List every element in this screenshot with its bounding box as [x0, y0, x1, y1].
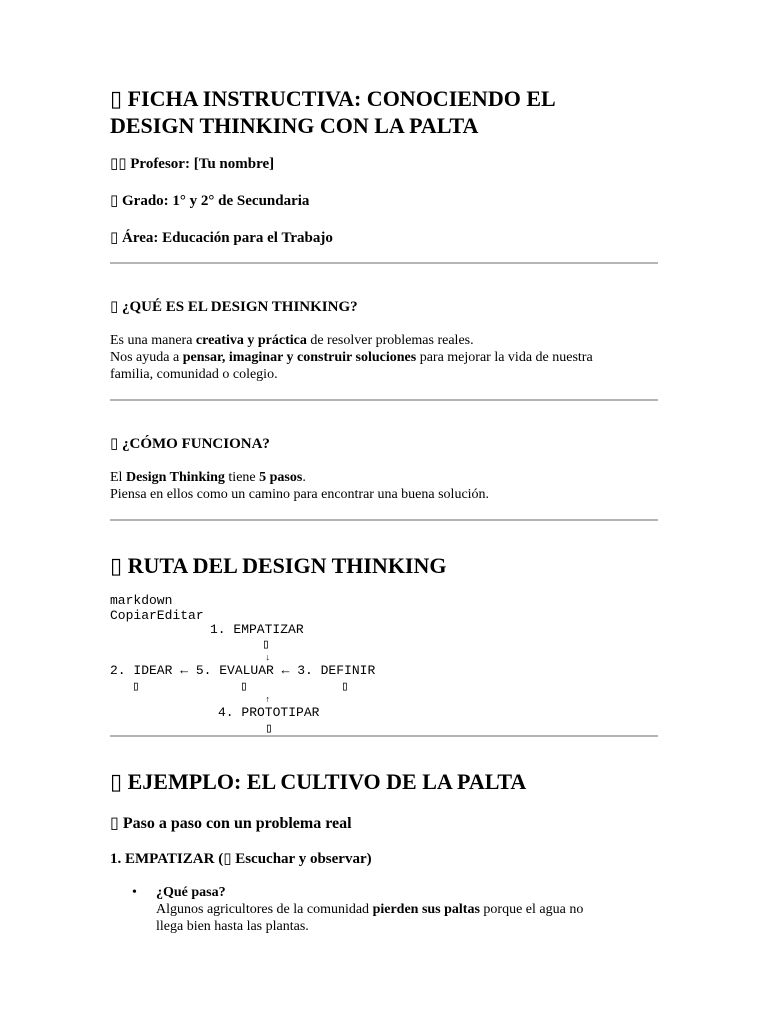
step-glyph: ▯ [341, 679, 349, 694]
area-icon: ▯ [110, 228, 119, 246]
step-prototipar: 4. PROTOTIPAR [218, 705, 320, 720]
avocado-icon: ▯ [110, 770, 123, 795]
title-line-1: FICHA INSTRUCTIVA: CONOCIENDO EL [127, 86, 556, 111]
section-what-heading [110, 297, 358, 317]
bold-span: pierden sus paltas [372, 902, 480, 917]
text-span: Es una manera [110, 333, 196, 348]
grade-text: Grado: 1° y 2° de Secundaria [122, 193, 310, 209]
divider [110, 519, 658, 521]
lightbulb-icon: ▯ [110, 297, 119, 315]
text-span: para mejorar la vida de nuestra [416, 350, 593, 365]
question-label: ¿Qué pasa? [156, 885, 226, 900]
grade-icon: ▯ [110, 191, 119, 209]
route-icon: ▯ [110, 554, 123, 579]
text-span: El [110, 470, 126, 485]
bold-span: pensar, imaginar y construir soluciones [182, 350, 417, 365]
arrow-up: ↑ [265, 695, 271, 705]
text-line: familia, comunidad o colegio. [110, 367, 278, 382]
title-line-2: DESIGN THINKING CON LA PALTA [110, 113, 479, 138]
steps-icon: ▯ [110, 813, 119, 832]
divider [110, 735, 658, 737]
teacher-line [110, 154, 274, 174]
step-empatizar: 1. EMPATIZAR [210, 622, 304, 637]
section-example-heading [110, 769, 526, 796]
how-paragraph [110, 469, 658, 503]
code-language-label: markdown [110, 593, 173, 608]
step-glyph: ▯ [132, 679, 140, 694]
step-glyph: ▯ [262, 637, 270, 652]
area-line [110, 228, 333, 248]
route-code-block [110, 594, 658, 736]
example-subheading-text: Paso a paso con un problema real [122, 815, 352, 832]
arrow-down: ↓ [265, 653, 271, 663]
example-subheading [110, 813, 352, 834]
step-1-heading [110, 849, 372, 869]
text-span: porque el agua no [479, 902, 584, 917]
text-span: Algunos agricultores de la comunidad [156, 902, 373, 917]
section-route-heading [110, 553, 447, 580]
text-span: Nos ayuda a [110, 350, 183, 365]
bold-span: 5 pasos [259, 470, 303, 485]
bold-span: Design Thinking [125, 470, 225, 485]
text-span: tiene [224, 470, 260, 485]
teacher-text: Profesor: [Tu nombre] [130, 156, 275, 172]
copy-edit-label[interactable]: CopiarEditar [110, 608, 204, 623]
text-span: . [302, 470, 306, 485]
step-glyph: ▯ [240, 679, 248, 694]
how-heading-text: ¿CÓMO FUNCIONA? [122, 436, 270, 452]
step-1-list [110, 884, 658, 935]
step-glyph: ▯ [265, 721, 273, 736]
text-span: de resolver problemas reales. [306, 333, 474, 348]
route-heading-text: RUTA DEL DESIGN THINKING [127, 553, 447, 578]
gear-icon: ▯ [110, 434, 119, 452]
divider [110, 399, 658, 401]
step-1-label: 1. EMPATIZAR ( [110, 851, 224, 867]
section-how-heading [110, 434, 270, 454]
steps-row: 2. IDEAR ← 5. EVALUAR ← 3. DEFINIR [110, 663, 376, 678]
ear-icon: ▯ [223, 849, 232, 867]
what-paragraph [110, 332, 658, 383]
list-item [110, 884, 658, 935]
clipboard-icon: ▯ [110, 87, 123, 112]
step-1-description: Escuchar y observar) [231, 851, 372, 867]
area-text: Área: Educación para el Trabajo [122, 230, 333, 246]
teacher-icon: ▯▯ [110, 154, 127, 172]
document-title [110, 86, 556, 139]
bold-span: creativa y práctica [195, 333, 307, 348]
example-heading-text: EJEMPLO: EL CULTIVO DE LA PALTA [127, 769, 527, 794]
divider [110, 262, 658, 264]
grade-line [110, 191, 309, 211]
text-line: Piensa en ellos como un camino para encontrar una buena solución. [110, 487, 490, 502]
what-heading-text: ¿QUÉ ES EL DESIGN THINKING? [122, 299, 358, 315]
text-line: llega bien hasta las plantas. [156, 919, 309, 934]
